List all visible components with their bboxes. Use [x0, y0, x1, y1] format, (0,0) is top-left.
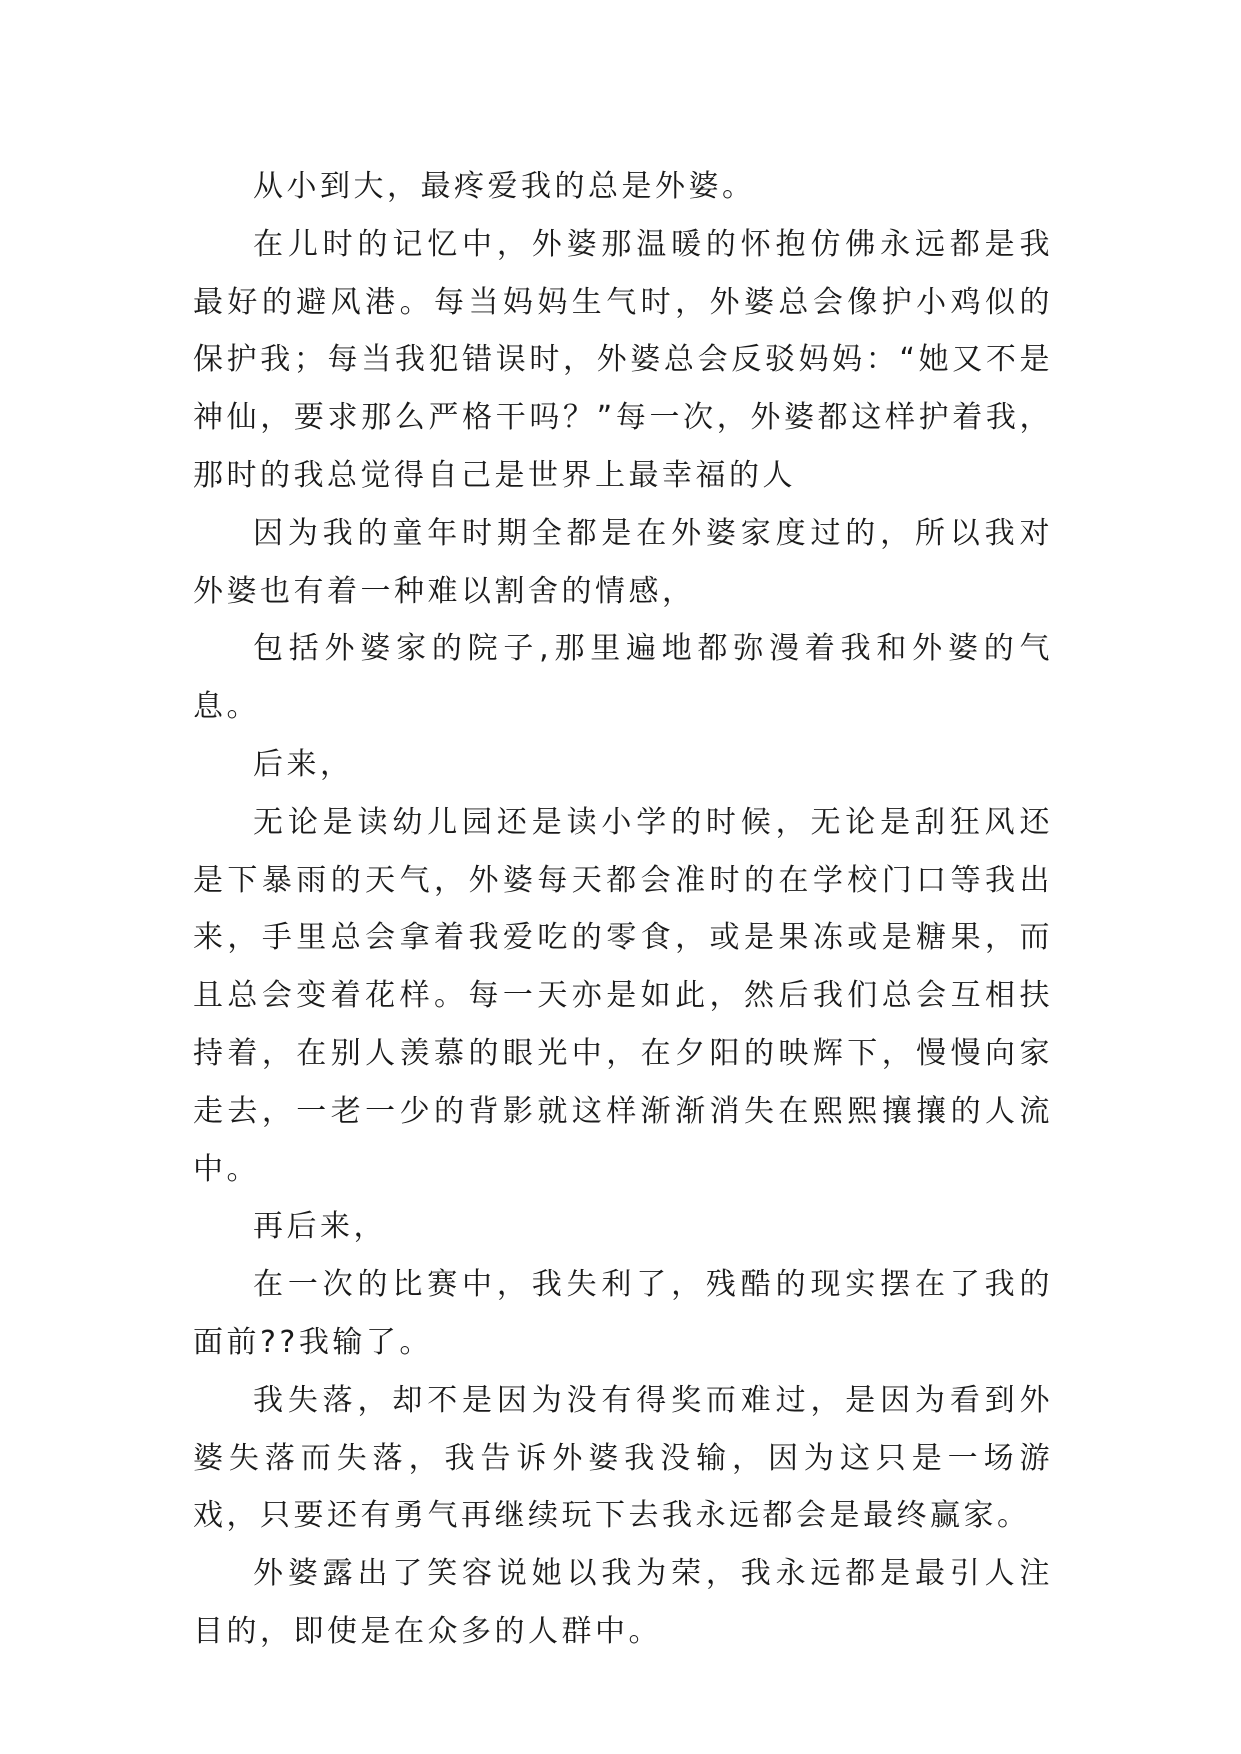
paragraph: 我失落，却不是因为没有得奖而难过，是因为看到外婆失落而失落，我告诉外婆我没输，因为这只是一场游戏，只要还有勇气再继续玩下去我永远都会是最终赢家。: [193, 1382, 1053, 1534]
paragraph: 从小到大，最疼爱我的总是外婆。: [253, 169, 756, 204]
paragraph: 无论是读幼儿园还是读小学的时候，无论是刮狂风还是下暴雨的天气，外婆每天都会准时的在学校门口等我出来，手里总会拿着我爱吃的零食，或是果冻或是糖果，而且总会变着花样。每一天亦是如此，然后我们总会互相扶持着，在别人羡慕的眼光中，在夕阳的映辉下，慢慢向家走去，一老一少的背影就这样渐渐消失在熙熙攘攘的人流中。: [193, 804, 1053, 1187]
paragraph: 外婆露出了笑容说她以我为荣，我永远都是最引人注目的，即使是在众多的人群中。: [193, 1556, 1053, 1649]
paragraph: 后来，: [253, 746, 354, 782]
paragraph: 在儿时的记忆中，外婆那温暖的怀抱仿佛永远都是我最好的避风港。每当妈妈生气时，外婆总会像护小鸡似的保护我；每当我犯错误时，外婆总会反驳妈妈：“她又不是神仙，要求那么严格干吗？”每一次，外婆都这样护着我，那时的我总觉得自己是世界上最幸福的人: [193, 226, 1053, 493]
paragraph: 因为我的童年时期全都是在外婆家度过的，所以我对外婆也有着一种难以割舍的情感，: [193, 515, 1053, 609]
document-body: [193, 158, 1053, 1661]
paragraph: 再后来，: [253, 1209, 387, 1245]
paragraph: 包括外婆家的院子,那里遍地都弥漫着我和外婆的气息。: [193, 631, 1053, 725]
paragraph: 在一次的比赛中，我失利了，残酷的现实摆在了我的面前??我输了。: [193, 1267, 1053, 1360]
